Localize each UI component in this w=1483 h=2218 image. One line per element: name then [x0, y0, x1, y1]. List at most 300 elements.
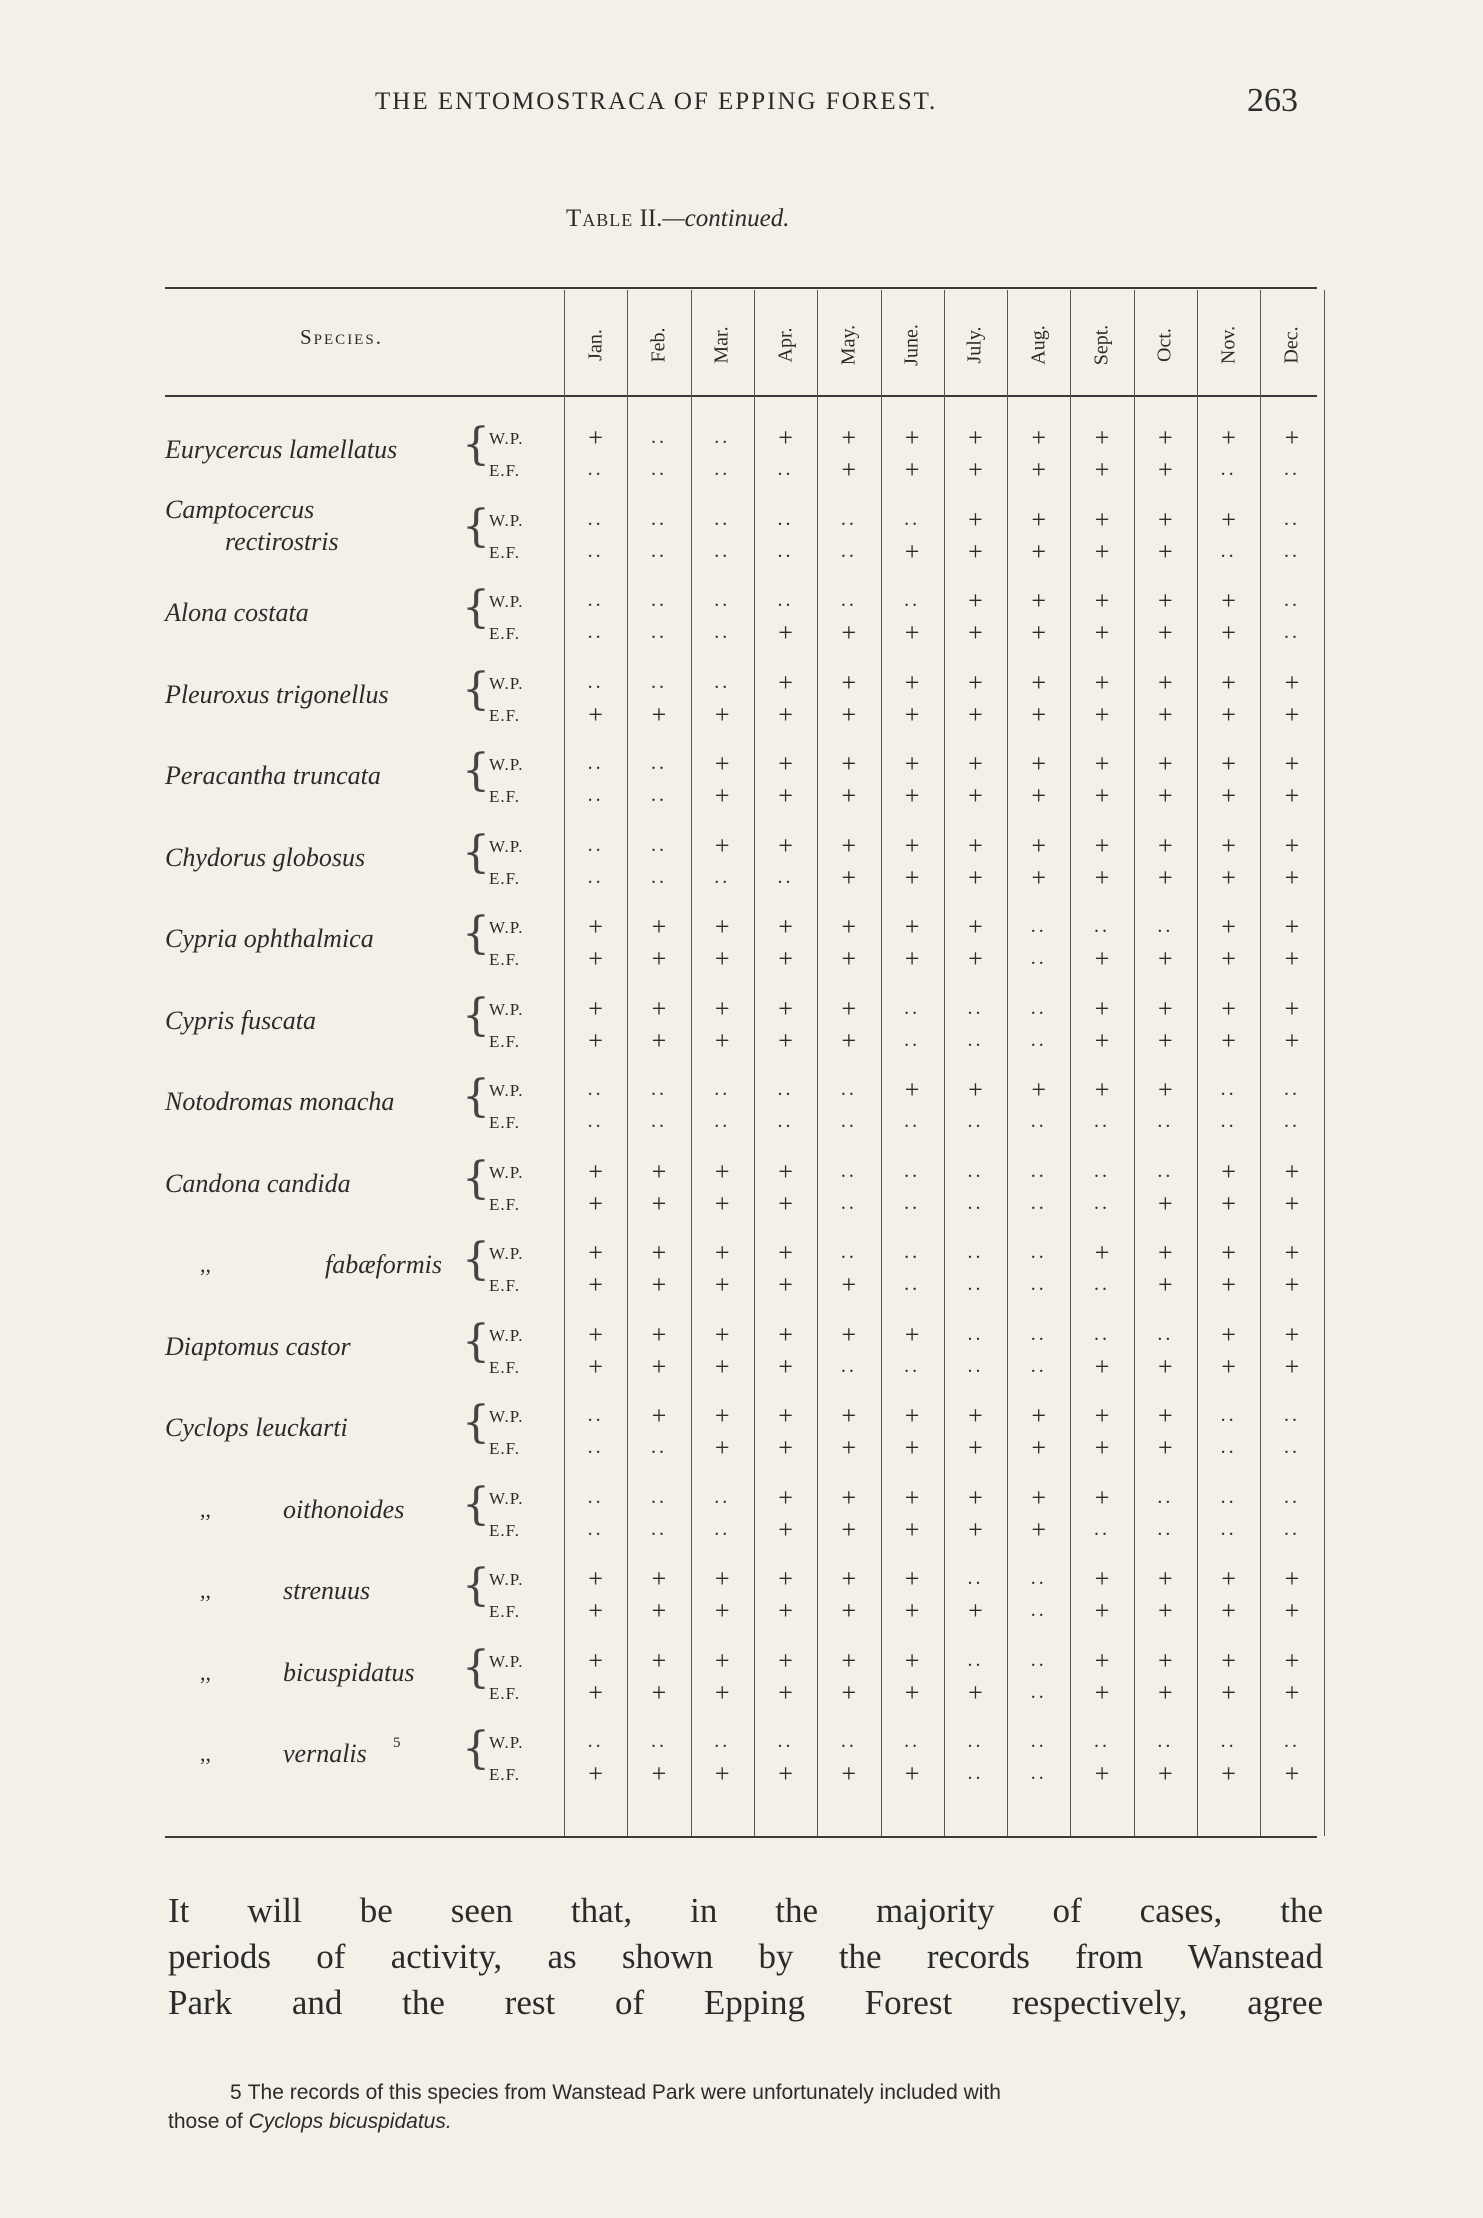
brace-icon: {	[462, 989, 490, 1041]
occurrence-cell: ..	[650, 833, 667, 856]
location-label: W.P.	[489, 592, 524, 611]
occurrence-cell: +	[904, 1319, 920, 1349]
occurrence-cell: +	[778, 1238, 793, 1267]
month-header: Nov.	[1217, 325, 1240, 365]
occurrence-cell: ..	[777, 1730, 794, 1752]
occurrence-cell: +	[1094, 699, 1110, 729]
occurrence-cell: ..	[587, 865, 604, 888]
occurrence-cell: +	[1031, 667, 1047, 697]
occurrence-cell: ..	[1283, 507, 1300, 530]
table-title-number: II.	[639, 205, 663, 232]
column-rule	[1324, 290, 1325, 1836]
occurrence-cell: +	[841, 830, 857, 860]
occurrence-cell: +	[841, 862, 857, 892]
occurrence-cell: ..	[1030, 1322, 1047, 1345]
occurrence-cell: +	[841, 993, 857, 1023]
location-label: W.P.	[489, 1488, 524, 1508]
occurrence-cell: ..	[1030, 1354, 1047, 1377]
species-name: Camptocercus	[165, 494, 315, 524]
occurrence-cell: ..	[650, 1436, 667, 1458]
occurrence-cell: ..	[1030, 915, 1047, 937]
occurrence-cell: ..	[967, 1110, 984, 1132]
occurrence-cell: +	[778, 667, 793, 697]
occurrence-cell: ..	[1030, 1648, 1047, 1671]
occurrence-cell: +	[651, 1270, 667, 1299]
occurrence-cell: +	[968, 912, 983, 941]
occurrence-cell: ..	[587, 1404, 604, 1426]
species-name: Eurycercus lamellatus	[165, 435, 398, 464]
location-label: W.P.	[489, 1570, 524, 1589]
occurrence-cell: +	[1221, 667, 1236, 697]
occurrence-cell: +	[1031, 423, 1047, 452]
occurrence-cell: ..	[714, 670, 731, 693]
occurrence-cell: +	[841, 1319, 857, 1349]
occurrence-cell: +	[1284, 862, 1300, 892]
occurrence-cell: +	[778, 1351, 793, 1381]
brace-icon: {	[462, 1478, 490, 1530]
occurrence-cell: +	[1094, 423, 1110, 452]
occurrence-cell: +	[1221, 1351, 1236, 1381]
occurrence-cell: ..	[1220, 1485, 1237, 1508]
column-rule	[944, 290, 945, 1836]
occurrence-cell: +	[1094, 586, 1110, 615]
occurrence-cell: +	[904, 749, 920, 778]
occurrence-cell: ..	[777, 458, 794, 480]
occurrence-cell: ..	[904, 1191, 921, 1214]
location-label: E.F.	[489, 787, 520, 806]
occurrence-cell: +	[651, 1156, 667, 1186]
month-header: Feb.	[647, 327, 670, 363]
location-label: W.P.	[489, 1407, 524, 1426]
occurrence-cell: +	[1031, 586, 1047, 615]
occurrence-cell: ..	[840, 1354, 857, 1377]
occurrence-cell: +	[841, 944, 857, 973]
occurrence-cell: ..	[1283, 1436, 1300, 1458]
occurrence-cell: ..	[777, 507, 794, 530]
occurrence-cell: ..	[904, 1028, 921, 1051]
occurrence-cell: +	[1158, 586, 1173, 615]
occurrence-cell: ..	[967, 1648, 984, 1671]
footnote-number: 5	[230, 2081, 242, 2104]
occurrence-cell: ..	[587, 1436, 604, 1458]
occurrence-cell: +	[714, 1645, 730, 1675]
species-name: Pleuroxus trigonellus	[165, 679, 389, 709]
occurrence-cell: ..	[650, 589, 667, 611]
species-name: Cypria ophthalmica	[165, 924, 374, 953]
occurrence-cell: ..	[1094, 1191, 1111, 1214]
occurrence-cell: +	[1284, 1351, 1300, 1381]
occurrence-cell: +	[651, 1319, 667, 1349]
occurrence-cell: +	[714, 699, 730, 729]
occurrence-cell: +	[968, 667, 983, 697]
species-name: Cyclops leuckarti	[165, 1413, 348, 1442]
occurrence-cell: +	[651, 944, 667, 973]
occurrence-cell: +	[1221, 1677, 1236, 1707]
brace-icon: {	[462, 826, 490, 878]
occurrence-cell: +	[904, 1645, 920, 1675]
occurrence-cell: ..	[587, 1110, 604, 1132]
occurrence-cell: ..	[1157, 1485, 1174, 1508]
occurrence-cell: ..	[904, 1354, 921, 1377]
occurrence-cell: +	[841, 423, 857, 452]
location-label: E.F.	[489, 624, 520, 643]
occurrence-cell: +	[1031, 749, 1047, 778]
occurrence-cell: +	[1094, 830, 1110, 860]
occurrence-cell: +	[714, 1564, 730, 1593]
occurrence-cell: ..	[650, 784, 667, 806]
occurrence-cell: +	[904, 423, 920, 452]
brace-icon: {	[462, 1641, 490, 1693]
occurrence-cell: ..	[967, 1241, 984, 1263]
occurrence-cell: +	[841, 667, 857, 697]
occurrence-cell: ..	[840, 539, 857, 562]
occurrence-cell: ..	[1030, 1159, 1047, 1182]
occurrence-cell: +	[904, 1514, 920, 1544]
occurrence-cell: +	[1031, 504, 1047, 534]
occurrence-cell: +	[968, 1433, 983, 1462]
occurrence-cell: ..	[904, 507, 921, 530]
occurrence-cell: ..	[967, 1191, 984, 1214]
footnote-italic: Cyclops bicuspidatus.	[248, 2110, 452, 2133]
occurrence-cell: ..	[967, 1567, 984, 1589]
occurrence-cell: +	[841, 1433, 857, 1462]
occurrence-cell: +	[841, 1677, 857, 1707]
occurrence-cell: +	[1158, 1596, 1173, 1625]
occurrence-cell: ..	[587, 1485, 604, 1508]
occurrence-cell: ..	[840, 1159, 857, 1182]
occurrence-cell: +	[1094, 1645, 1110, 1675]
location-label: E.F.	[489, 1602, 520, 1621]
species-name: Cypris fuscata	[165, 1005, 316, 1035]
ditto-mark: ,,	[200, 1659, 211, 1685]
occurrence-cell: +	[588, 423, 603, 452]
occurrence-cell: +	[1221, 1025, 1236, 1055]
occurrence-cell: ..	[1030, 1567, 1047, 1589]
occurrence-cell: +	[841, 1564, 857, 1593]
occurrence-cell: +	[1094, 1238, 1110, 1267]
occurrence-cell: +	[1284, 1564, 1300, 1593]
brace-icon: {	[462, 500, 490, 552]
occurrence-cell: ..	[650, 458, 667, 480]
occurrence-cell: ..	[1220, 1078, 1237, 1100]
occurrence-cell: +	[841, 618, 857, 647]
occurrence-cell: ..	[650, 539, 667, 562]
occurrence-cell: +	[714, 1238, 730, 1267]
location-label: E.F.	[489, 1520, 520, 1540]
ditto-mark: ,,	[200, 1578, 211, 1603]
ditto-mark: ,,	[200, 1496, 211, 1522]
occurrence-cell: ..	[714, 426, 731, 448]
species-name: Candona candida	[165, 1168, 351, 1198]
month-header: Dec.	[1280, 326, 1303, 364]
ditto-mark: ,,	[200, 1741, 211, 1766]
occurrence-cell: +	[1031, 1514, 1047, 1544]
occurrence-cell: ..	[904, 589, 921, 611]
occurrence-cell: +	[904, 830, 920, 860]
occurrence-cell: +	[588, 699, 603, 729]
occurrence-cell: +	[714, 1270, 730, 1299]
occurrence-cell: +	[651, 1645, 667, 1675]
species-name-continued: rectirostris	[225, 526, 339, 556]
location-label: W.P.	[489, 673, 524, 693]
occurrence-cell: ..	[904, 1110, 921, 1132]
column-rule	[627, 290, 628, 1836]
occurrence-cell: +	[778, 912, 793, 941]
location-label: W.P.	[489, 510, 524, 530]
occurrence-cell: +	[588, 1645, 603, 1675]
location-label: E.F.	[489, 868, 520, 888]
occurrence-cell: ..	[840, 1730, 857, 1752]
occurrence-cell: +	[1284, 1238, 1300, 1267]
occurrence-cell: +	[841, 699, 857, 729]
location-label: E.F.	[489, 1439, 520, 1458]
occurrence-cell: ..	[587, 589, 604, 611]
occurrence-cell: +	[1221, 586, 1236, 615]
occurrence-cell: +	[714, 1319, 730, 1349]
occurrence-cell: +	[1284, 1596, 1300, 1625]
occurrence-cell: ..	[840, 1241, 857, 1263]
occurrence-cell: +	[1158, 536, 1173, 566]
occurrence-cell: ..	[967, 1730, 984, 1752]
occurrence-cell: +	[1158, 862, 1173, 892]
occurrence-cell: +	[1158, 1564, 1173, 1593]
occurrence-cell: +	[968, 455, 983, 484]
occurrence-cell: ..	[1030, 1241, 1047, 1263]
occurrence-cell: +	[904, 699, 920, 729]
occurrence-cell: +	[1094, 1401, 1110, 1430]
occurrence-cell: +	[1221, 830, 1236, 860]
occurrence-cell: ..	[1030, 1730, 1047, 1752]
location-label: W.P.	[489, 999, 524, 1019]
occurrence-cell: +	[714, 1596, 730, 1625]
occurrence-cell: +	[968, 504, 983, 534]
occurrence-cell: +	[651, 993, 667, 1023]
occurrence-cell: +	[841, 1025, 857, 1055]
occurrence-cell: +	[1221, 618, 1236, 647]
location-label: W.P.	[489, 1651, 524, 1671]
occurrence-cell: +	[841, 1645, 857, 1675]
occurrence-cell: +	[1094, 1025, 1110, 1055]
species-name: Chydorus globosus	[165, 842, 366, 872]
occurrence-cell: +	[778, 1564, 793, 1593]
occurrence-cell: +	[1158, 1677, 1173, 1707]
location-label: W.P.	[489, 1733, 524, 1752]
occurrence-cell: +	[714, 944, 730, 973]
occurrence-cell: +	[1158, 781, 1173, 810]
occurrence-cell: ..	[840, 1078, 857, 1100]
occurrence-cell: +	[1158, 618, 1173, 647]
location-label: W.P.	[489, 1162, 524, 1182]
brace-icon: {	[462, 745, 490, 796]
occurrence-cell: +	[1284, 912, 1300, 941]
footnote-text-1: The records of this species from Wanstead Park were unfortunately included with	[247, 2081, 1001, 2104]
occurrence-cell: ..	[587, 1517, 604, 1540]
occurrence-cell: +	[841, 1759, 857, 1788]
occurrence-cell: ..	[1030, 996, 1047, 1019]
occurrence-cell: +	[1158, 749, 1173, 778]
occurrence-cell: ..	[1220, 1436, 1237, 1458]
occurrence-cell: ..	[1157, 1322, 1174, 1345]
occurrence-cell: ..	[1283, 1078, 1300, 1100]
occurrence-cell: +	[1031, 1482, 1047, 1512]
occurrence-cell: +	[1284, 749, 1300, 778]
occurrence-cell: ..	[587, 1078, 604, 1100]
occurrence-cell: +	[1221, 1564, 1236, 1593]
occurrence-cell: ..	[777, 1078, 794, 1100]
occurrence-cell: +	[778, 1401, 793, 1430]
occurrence-cell: +	[651, 1401, 667, 1430]
occurrence-cell: ..	[1220, 1730, 1237, 1752]
occurrence-cell: ..	[714, 1517, 731, 1540]
occurrence-cell: +	[1158, 1188, 1173, 1218]
occurrence-cell: ..	[1030, 1110, 1047, 1132]
species-name: strenuus	[283, 1576, 371, 1605]
occurrence-cell: +	[1284, 1645, 1300, 1675]
species-name: oithonoides	[283, 1494, 405, 1524]
occurrence-cell: +	[1284, 1156, 1300, 1186]
occurrence-cell: ..	[1283, 589, 1300, 611]
occurrence-cell: ..	[1030, 1599, 1047, 1621]
occurrence-cell: +	[1221, 1759, 1236, 1788]
occurrence-cell: ..	[1220, 1404, 1237, 1426]
occurrence-cell: ..	[714, 1730, 731, 1752]
occurrence-cell: +	[1284, 1677, 1300, 1707]
occurrence-cell: +	[1221, 1188, 1236, 1218]
occurrence-cell: +	[904, 1564, 920, 1593]
occurrence-cell: ..	[1030, 1273, 1047, 1295]
occurrence-cell: +	[778, 1596, 793, 1625]
occurrence-cell: +	[778, 1433, 793, 1462]
occurrence-cell: +	[778, 993, 793, 1023]
occurrence-cell: +	[1031, 536, 1047, 566]
location-label: W.P.	[489, 836, 524, 856]
body-line: Park and the rest of Epping Forest respectively, agree	[168, 1983, 1323, 2022]
occurrence-cell: +	[968, 944, 983, 973]
occurrence-cell: +	[588, 1156, 603, 1186]
occurrence-cell: +	[1158, 1075, 1173, 1104]
occurrence-cell: +	[904, 1433, 920, 1462]
occurrence-cell: ..	[650, 752, 667, 774]
occurrence-cell: +	[588, 1564, 603, 1593]
occurrence-cell: ..	[1030, 947, 1047, 969]
table-bottom-rule	[165, 1836, 1317, 1838]
brace-icon: {	[462, 908, 490, 959]
occurrence-cell: +	[904, 1482, 920, 1512]
occurrence-cell: +	[1221, 862, 1236, 892]
occurrence-cell: ..	[714, 589, 731, 611]
location-label: W.P.	[489, 429, 524, 448]
column-rule	[754, 290, 755, 1836]
table-title-suffix: —continued.	[662, 205, 790, 232]
occurrence-cell: +	[904, 781, 920, 810]
body-line: It will be seen that, in the majority of cases, the	[168, 1891, 1323, 1930]
occurrence-cell: +	[651, 1025, 667, 1055]
occurrence-cell: +	[1158, 993, 1173, 1023]
occurrence-cell: +	[1221, 1270, 1236, 1299]
occurrence-cell: +	[778, 1270, 793, 1299]
occurrence-cell: +	[714, 993, 730, 1023]
occurrence-cell: +	[1158, 1351, 1173, 1381]
column-rule	[817, 290, 818, 1836]
occurrence-cell: +	[1158, 423, 1173, 452]
occurrence-cell: +	[1158, 1759, 1173, 1788]
occurrence-cell: +	[1284, 993, 1300, 1023]
occurrence-cell: +	[1221, 504, 1236, 534]
occurrence-cell: +	[904, 618, 920, 647]
occurrence-cell: +	[1094, 1677, 1110, 1707]
month-header: Apr.	[774, 327, 797, 363]
location-label: W.P.	[489, 1244, 524, 1263]
occurrence-cell: ..	[587, 784, 604, 806]
occurrence-cell: +	[778, 423, 793, 452]
occurrence-cell: ..	[840, 589, 857, 611]
occurrence-cell: ..	[904, 996, 921, 1019]
occurrence-cell: ..	[714, 1110, 731, 1132]
brace-icon: {	[462, 419, 490, 470]
occurrence-cell: +	[1158, 504, 1173, 534]
occurrence-cell: +	[968, 1514, 983, 1544]
occurrence-cell: +	[1284, 781, 1300, 810]
occurrence-cell: +	[841, 1401, 857, 1430]
month-header: Jan.	[584, 329, 607, 361]
occurrence-cell: +	[1158, 830, 1173, 860]
occurrence-cell: +	[1094, 781, 1110, 810]
occurrence-cell: +	[1094, 667, 1110, 697]
footnote-text-2: those of	[168, 2110, 243, 2133]
occurrence-cell: +	[714, 1759, 730, 1788]
occurrence-cell: +	[778, 1645, 793, 1675]
occurrence-cell: ..	[1030, 1680, 1047, 1703]
occurrence-cell: +	[841, 1596, 857, 1625]
occurrence-cell: +	[1158, 699, 1173, 729]
occurrence-cell: +	[841, 912, 857, 941]
occurrence-cell: +	[1094, 455, 1110, 484]
column-rule	[881, 290, 882, 1836]
occurrence-cell: ..	[1094, 1110, 1111, 1132]
occurrence-cell: ..	[1157, 915, 1174, 937]
occurrence-cell: +	[841, 749, 857, 778]
occurrence-cell: +	[1221, 993, 1236, 1023]
occurrence-cell: ..	[587, 621, 604, 643]
occurrence-cell: +	[841, 1514, 857, 1544]
month-header: May.	[837, 324, 860, 366]
month-header: Oct.	[1153, 328, 1176, 362]
occurrence-cell: +	[651, 1759, 667, 1788]
occurrence-cell: ..	[967, 1354, 984, 1377]
column-rule	[564, 290, 565, 1836]
occurrence-cell: +	[1284, 830, 1300, 860]
occurrence-cell: +	[1221, 781, 1236, 810]
occurrence-cell: +	[1284, 1188, 1300, 1218]
occurrence-cell: +	[968, 749, 983, 778]
occurrence-cell: +	[1094, 536, 1110, 566]
occurrence-cell: +	[1221, 1156, 1236, 1186]
occurrence-cell: ..	[650, 1110, 667, 1132]
occurrence-cell: ..	[1283, 1517, 1300, 1540]
brace-icon: {	[462, 1152, 490, 1204]
occurrence-cell: +	[968, 862, 983, 892]
brace-icon: {	[462, 1723, 490, 1774]
occurrence-cell: +	[1031, 781, 1047, 810]
occurrence-cell: +	[1094, 1759, 1110, 1788]
occurrence-cell: +	[841, 1482, 857, 1512]
occurrence-cell: +	[1284, 1319, 1300, 1349]
species-name: vernalis	[283, 1739, 367, 1768]
occurrence-cell: +	[1284, 667, 1300, 697]
occurrence-cell: +	[1221, 912, 1236, 941]
occurrence-cell: ..	[650, 426, 667, 448]
occurrence-cell: ..	[650, 1517, 667, 1540]
